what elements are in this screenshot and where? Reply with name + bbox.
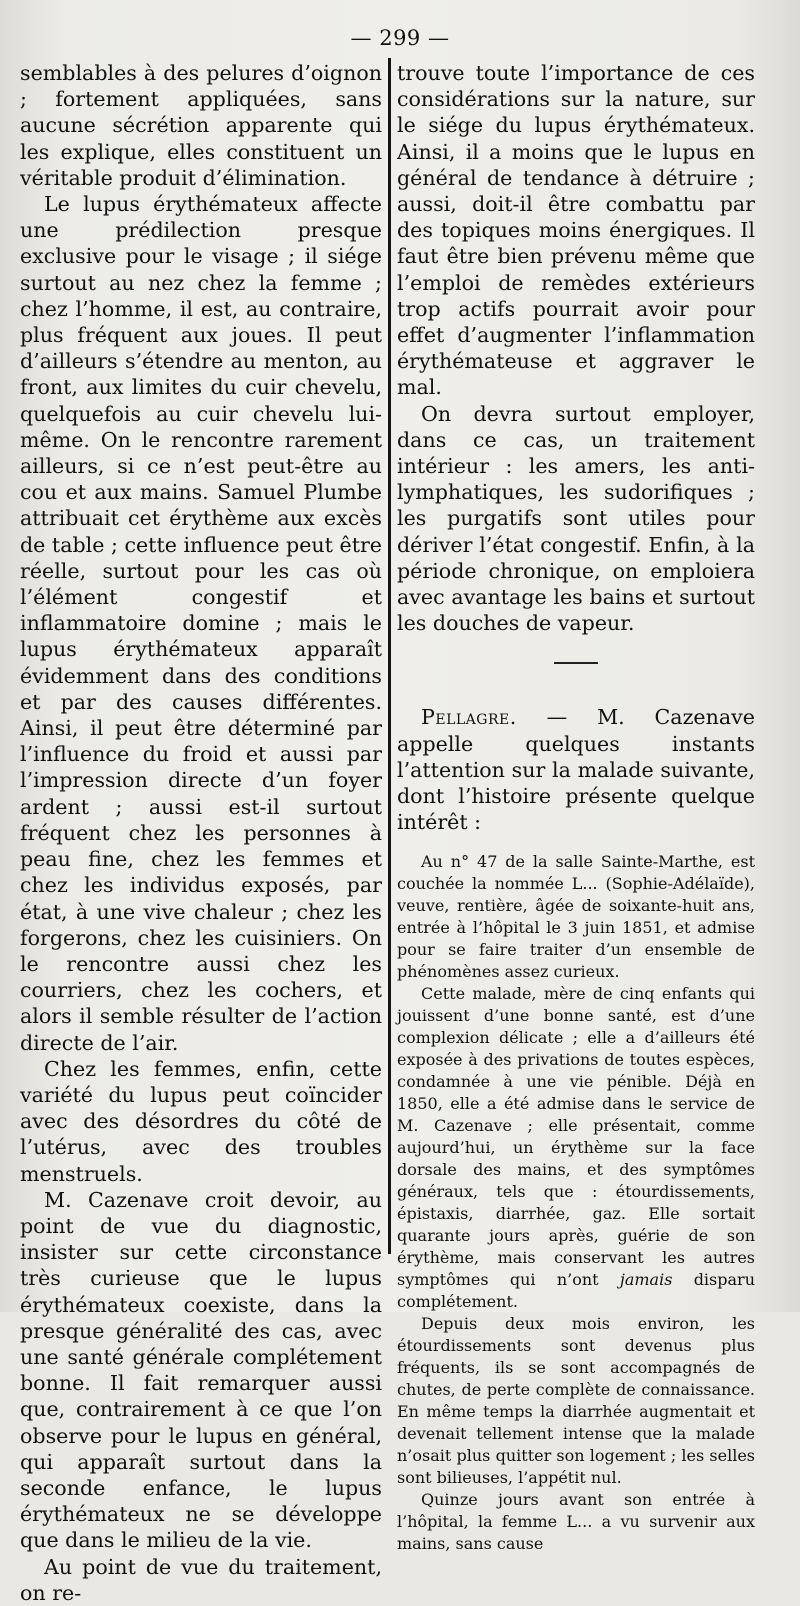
section-separator (554, 662, 598, 664)
section-heading: Pellagre. (421, 705, 517, 730)
right-column (397, 60, 755, 1555)
case-text: Cette malade, mère de cinq enfants qui jouissent d’une bonne santé, est d’une complexion délicate ; elle a d’ailleurs été exposée à des privations de toutes espèces, condamnée à une vie pénible. Déjà en 1850, elle a été admise dans le service de M. Cazenave ; elle présentait, comme aujourd’hui, un érythème sur la face dorsale des mains, et des symptômes généraux, tels que : étourdissements, épistaxis, diarrhée, gaz. Elle sortait quarante jours après, guérie de son érythème, mais conservant les autres symptômes qui n’ont (397, 984, 755, 1290)
paragraph: Le lupus érythémateux affecte une prédilection presque exclusive pour le visage ; il siége surtout au nez chez la femme ; chez l’homme, il est, au contraire, plus fréquent aux joues. Il peut d’ailleurs s’étendre au menton, au front, aux limites du cuir chevelu, quelquefois au cuir chevelu lui-même. On le rencontre rarement ailleurs, si ce n’est peut-être au cou et aux mains. Samuel Plumbe attribuait cet érythème aux excès de table ; cette influence peut être réelle, surtout pour les cas où l’élément congestif et inflammatoire domine ; mais le lupus érythémateux apparaît évidemment dans des conditions et par des causes différentes. Ainsi, il peut être déterminé par l’influence du froid et aussi par l’impression directe d’un foyer ardent ; aussi est-il surtout fréquent chez les personnes à peau fine, chez les femmes et chez les individus exposés, par état, à une vive chaleur ; chez les forgerons, chez les cuisiniers. On le rencontre aussi chez les courriers, chez les cochers, et alors il semble résulter de l’action directe de l’air. (20, 192, 382, 1055)
paragraph: semblables à des pelures d’oignon ; fortement appliquées, sans aucune sécrétion apparente qui les explique, elles constituent un véritable produit d’élimination. (20, 61, 382, 190)
section-intro: — M. Cazenave appelle quelques instants l’attention sur la malade suivante, dont l’histoire présente quelque intérêt : (397, 705, 755, 835)
case-text: disparu complétement. (397, 1270, 755, 1312)
case-emphasis: jamais (619, 1270, 673, 1290)
case-paragraph: Au n° 47 de la salle Sainte-Marthe, est couchée la nommée L... (Sophie-Adélaïde), veuve, rentière, âgée de soixante-huit ans, entrée à l’hôpital le 3 juin 1851, et admise pour se faire traiter d’un ensemble de phénomènes assez curieux. (397, 852, 755, 982)
case-paragraph (397, 983, 755, 1313)
paragraph: trouve toute l’importance de ces considérations sur la nature, sur le siége du lupus érythémateux. Ainsi, il a moins que le lupus en général de tendance à détruire ; aussi, doit-il être combattu par des topiques moins énergiques. Il faut être bien prévenu même que l’emploi de remèdes extérieurs trop actifs pourrait avoir pour effet d’augmenter l’inflammation érythémateuse et aggraver le mal. (397, 61, 755, 400)
paragraph: M. Cazenave croit devoir, au point de vue du diagnostic, insister sur cette circonstance très curieuse que le lupus érythémateux coexiste, dans la presque généralité des cas, avec une santé générale complétement bonne. Il fait remarquer aussi que, contrairement à ce que l’on observe pour le lupus en général, qui apparaît surtout dans la seconde enfance, le lupus érythémateux ne se développe que dans le milieu de la vie. (20, 1187, 382, 1553)
column-divider (388, 58, 391, 1254)
paragraph: On devra surtout employer, dans ce cas, un traitement intérieur : les amers, les anti-lymphatiques, les sudorifiques ; les purgatifs sont utiles pour dériver l’état congestif. Enfin, à la période chronique, on emploiera avec avantage les bains et surtout les douches de vapeur. (397, 401, 755, 636)
page-number: — 299 — (350, 26, 450, 50)
case-paragraph: Quinze jours avant son entrée à l’hôpital, la femme L... a vu survenir aux mains, sans cause (397, 1490, 755, 1554)
left-column (20, 60, 382, 1606)
paragraph: Chez les femmes, enfin, cette variété du lupus peut coïncider avec des désordres du côté de l’utérus, avec des troubles menstruels. (20, 1056, 382, 1186)
case-paragraph: Depuis deux mois environ, les étourdissements sont devenus plus fréquents, ils se sont accompagnés de chutes, de perte complète de connaissance. En même temps la diarrhée augmentait et devenait tellement intense que la malade n’osait plus quitter son logement ; les selles sont bilieuses, l’appétit nul. (397, 1314, 755, 1488)
section-paragraph (397, 704, 755, 835)
paragraph: Au point de vue du traitement, on re- (20, 1554, 382, 1605)
